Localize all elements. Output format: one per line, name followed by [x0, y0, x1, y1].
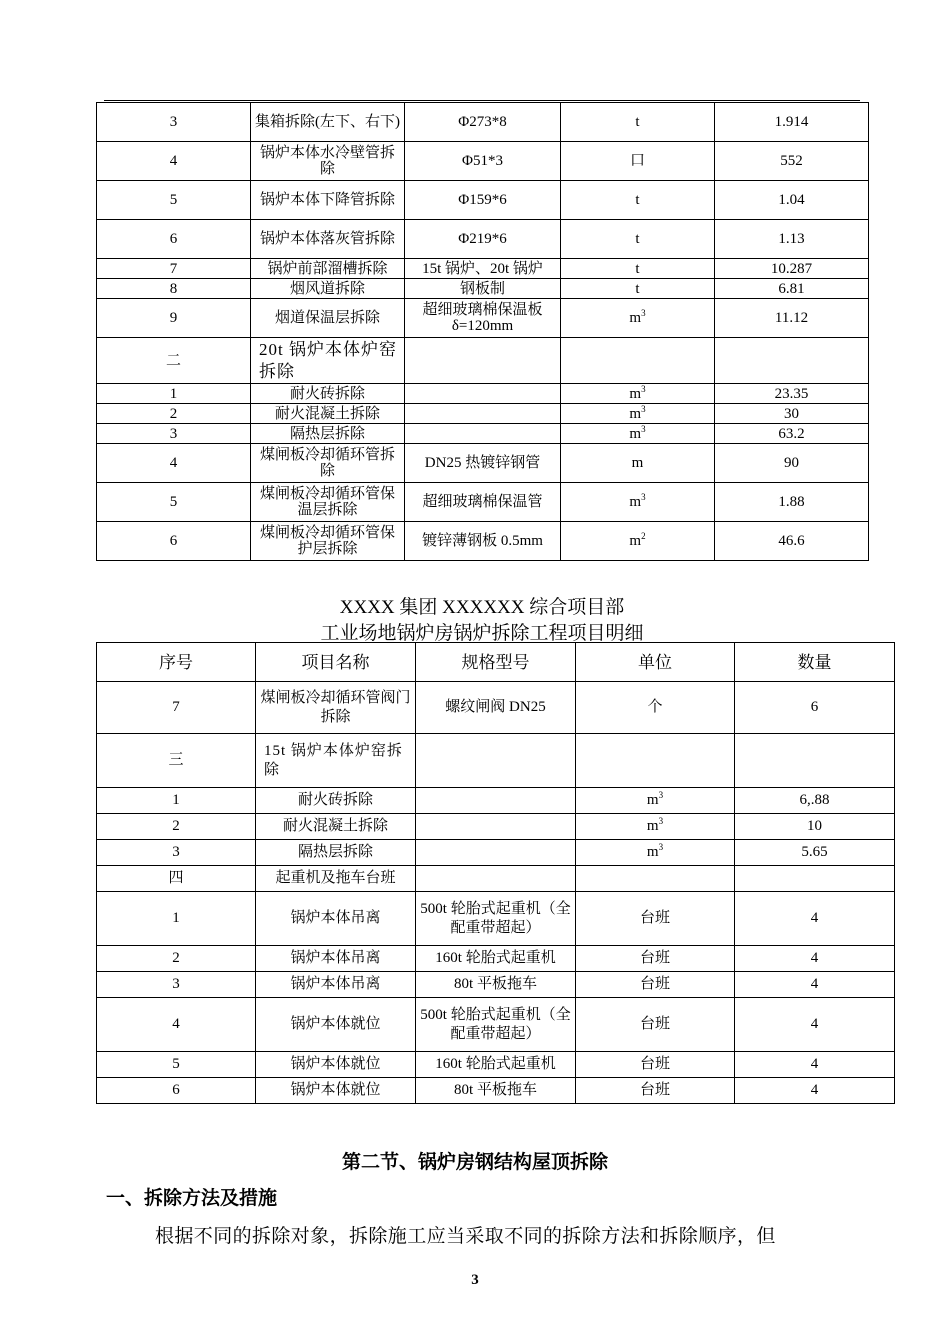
cell-no: 4: [97, 444, 251, 483]
cell-spec: [416, 866, 576, 892]
table-row: [97, 483, 869, 522]
cell-no: 四: [97, 866, 256, 892]
cell-qty: 1.914: [715, 103, 869, 142]
cell-unit: [561, 220, 715, 259]
cell-name: 锅炉本体吊离: [256, 946, 416, 972]
cell-no: 7: [97, 682, 256, 734]
cell-name: 锅炉本体就位: [256, 1078, 416, 1104]
table-row: [97, 279, 869, 299]
cell-unit: [561, 103, 715, 142]
table-row: [97, 946, 895, 972]
table-caption-org: XXXX 集团 XXXXXX 综合项目部: [339, 597, 625, 618]
cell-name: 锅炉本体下降管拆除: [251, 181, 405, 220]
cell-qty: 1.88: [715, 483, 869, 522]
cell-spec: [416, 840, 576, 866]
unit-text: m: [629, 310, 642, 326]
demolition-table-part2: [96, 642, 895, 1104]
cell-spec: 镀锌薄钢板 0.5mm: [405, 522, 561, 561]
cell-no: 1: [97, 788, 256, 814]
cell-unit: [576, 734, 735, 788]
unit-exponent: 3: [658, 842, 664, 852]
cell-qty: 23.35: [715, 384, 869, 404]
table-row: [97, 1052, 895, 1078]
unit-text: 台班: [639, 1056, 670, 1072]
table-row: [97, 814, 895, 840]
cell-name: 锅炉本体就位: [256, 1052, 416, 1078]
table-row: [97, 892, 895, 946]
cell-spec: Φ219*6: [405, 220, 561, 259]
header-qty: 数量: [735, 643, 895, 682]
cell-unit: [576, 866, 735, 892]
cell-qty: 4: [735, 1052, 895, 1078]
cell-name: 起重机及拖车台班: [256, 866, 416, 892]
table-row: [97, 866, 895, 892]
cell-spec: [416, 788, 576, 814]
cell-no: 3: [97, 840, 256, 866]
cell-name: 隔热层拆除: [256, 840, 416, 866]
cell-qty: 90: [715, 444, 869, 483]
cell-qty: 1.04: [715, 181, 869, 220]
cell-name: 20t 锅炉本体炉窑拆除: [251, 338, 405, 384]
cell-spec: 螺纹闸阀 DN25: [416, 682, 576, 734]
cell-unit: [576, 1078, 735, 1104]
cell-name: 锅炉本体就位: [256, 998, 416, 1052]
unit-text: m: [629, 385, 642, 402]
unit-exponent: 3: [641, 308, 646, 318]
cell-name: 锅炉本体落灰管拆除: [251, 220, 405, 259]
cell-no: 6: [97, 220, 251, 259]
cell-name: 耐火砖拆除: [256, 788, 416, 814]
cell-unit: [561, 259, 715, 279]
cell-qty: 30: [715, 404, 869, 424]
header-spec: 规格型号: [416, 643, 576, 682]
unit-text: m: [631, 455, 644, 471]
cell-unit: [561, 181, 715, 220]
cell-qty: 4: [735, 972, 895, 998]
unit-text: 台班: [639, 1082, 670, 1098]
unit-text: 个: [647, 699, 663, 715]
cell-qty: 1.13: [715, 220, 869, 259]
cell-unit: [576, 788, 735, 814]
cell-spec: 500t 轮胎式起重机（全配重带超起）: [416, 998, 576, 1052]
cell-qty: 6,.88: [735, 788, 895, 814]
cell-spec: Φ51*3: [405, 142, 561, 181]
cell-qty: 63.2: [715, 424, 869, 444]
unit-exponent: 3: [658, 816, 664, 826]
unit-text: 台班: [639, 1016, 670, 1032]
unit-text: m: [629, 494, 642, 510]
cell-unit: [561, 444, 715, 483]
unit-exponent: 3: [641, 492, 646, 502]
cell-no: 3: [97, 972, 256, 998]
table-row: [97, 338, 869, 384]
cell-spec: [405, 424, 561, 444]
cell-unit: [576, 892, 735, 946]
cell-name: 煤闸板冷却循环管保温层拆除: [251, 483, 405, 522]
cell-qty: 4: [735, 946, 895, 972]
cell-qty: 6: [735, 682, 895, 734]
cell-name: 烟风道拆除: [251, 279, 405, 299]
cell-spec: 钢板制: [405, 279, 561, 299]
table-row: [97, 1078, 895, 1104]
table-row: [97, 181, 869, 220]
unit-text: m: [646, 792, 659, 808]
cell-spec: 超细玻璃棉保温管: [405, 483, 561, 522]
cell-no: 9: [97, 299, 251, 338]
cell-spec: [405, 404, 561, 424]
cell-no: 8: [97, 279, 251, 299]
cell-spec: 160t 轮胎式起重机: [416, 1052, 576, 1078]
cell-qty: 11.12: [715, 299, 869, 338]
cell-name: 集箱拆除(左下、右下): [251, 103, 405, 142]
cell-unit: [576, 946, 735, 972]
demolition-table-part1: [96, 102, 869, 561]
cell-name: 15t 锅炉本体炉窑拆除: [256, 734, 416, 788]
cell-spec: Φ273*8: [405, 103, 561, 142]
cell-no: 5: [97, 1052, 256, 1078]
cell-unit: [576, 840, 735, 866]
table-row: [97, 972, 895, 998]
cell-qty: 4: [735, 1078, 895, 1104]
cell-spec: [416, 734, 576, 788]
cell-no: 二: [97, 338, 251, 384]
cell-name: 锅炉本体水冷壁管拆除: [251, 142, 405, 181]
cell-unit: [576, 998, 735, 1052]
cell-qty: [735, 866, 895, 892]
cell-name: 锅炉本体吊离: [256, 972, 416, 998]
cell-qty: 10: [735, 814, 895, 840]
table-row: [97, 998, 895, 1052]
cell-qty: [735, 734, 895, 788]
unit-text: 口: [629, 153, 645, 169]
cell-name: 煤闸板冷却循环管保护层拆除: [251, 522, 405, 561]
cell-no: 三: [97, 734, 256, 788]
cell-no: 5: [97, 483, 251, 522]
cell-no: 3: [97, 103, 251, 142]
cell-unit: [576, 682, 735, 734]
table-row: [97, 424, 869, 444]
unit-exponent: 3: [641, 403, 646, 414]
cell-qty: 4: [735, 892, 895, 946]
cell-name: 隔热层拆除: [251, 424, 405, 444]
cell-spec: [416, 814, 576, 840]
unit-text: t: [635, 231, 640, 247]
cell-no: 6: [97, 1078, 256, 1104]
unit-text: t: [635, 280, 640, 297]
cell-spec: 80t 平板拖车: [416, 972, 576, 998]
cell-spec: DN25 热镀锌钢管: [405, 444, 561, 483]
cell-spec: Φ159*6: [405, 181, 561, 220]
cell-no: 1: [97, 384, 251, 404]
table-row: [97, 682, 895, 734]
unit-text: m: [629, 533, 642, 549]
cell-qty: 5.65: [735, 840, 895, 866]
table-row: [97, 259, 869, 279]
unit-text: m: [629, 425, 642, 442]
cell-no: 4: [97, 142, 251, 181]
cell-qty: 10.287: [715, 259, 869, 279]
table-row: [97, 444, 869, 483]
unit-text: m: [629, 405, 642, 422]
table-header-row: [97, 643, 895, 682]
cell-no: 1: [97, 892, 256, 946]
cell-spec: 500t 轮胎式起重机（全配重带超起）: [416, 892, 576, 946]
unit-exponent: 3: [658, 790, 664, 800]
unit-text: t: [635, 114, 640, 130]
cell-unit: [561, 424, 715, 444]
cell-name: 煤闸板冷却循环管拆除: [251, 444, 405, 483]
cell-name: 耐火砖拆除: [251, 384, 405, 404]
unit-text: m: [646, 844, 659, 860]
table-row: [97, 404, 869, 424]
cell-name: 烟道保温层拆除: [251, 299, 405, 338]
header-rule: [104, 100, 860, 101]
cell-spec: 80t 平板拖车: [416, 1078, 576, 1104]
unit-text: t: [635, 260, 640, 277]
cell-no: 2: [97, 814, 256, 840]
cell-spec: 160t 轮胎式起重机: [416, 946, 576, 972]
cell-name: 锅炉前部溜槽拆除: [251, 259, 405, 279]
cell-name: 锅炉本体吊离: [256, 892, 416, 946]
table-row: [97, 299, 869, 338]
cell-no: 2: [97, 404, 251, 424]
unit-exponent: 3: [641, 423, 646, 434]
cell-qty: 552: [715, 142, 869, 181]
header-no: 序号: [97, 643, 256, 682]
cell-qty: 4: [735, 998, 895, 1052]
cell-unit: [576, 814, 735, 840]
unit-text: t: [635, 192, 640, 208]
cell-unit: [561, 338, 715, 384]
cell-qty: 6.81: [715, 279, 869, 299]
table-caption-title: 工业场地锅炉房锅炉拆除工程项目明细: [320, 623, 644, 644]
cell-no: 5: [97, 181, 251, 220]
cell-qty: 46.6: [715, 522, 869, 561]
cell-no: 7: [97, 259, 251, 279]
cell-unit: [561, 299, 715, 338]
cell-spec: 15t 锅炉、20t 锅炉: [405, 259, 561, 279]
cell-spec: 超细玻璃棉保温板 δ=120mm: [405, 299, 561, 338]
cell-spec: [405, 338, 561, 384]
cell-unit: [561, 142, 715, 181]
cell-unit: [561, 279, 715, 299]
cell-spec: [405, 384, 561, 404]
cell-unit: [576, 1052, 735, 1078]
unit-text: 台班: [639, 950, 670, 966]
cell-unit: [561, 483, 715, 522]
heading-1: 一、拆除方法及措施: [106, 1187, 278, 1209]
table-row: [97, 220, 869, 259]
unit-exponent: 3: [641, 383, 646, 394]
header-name: 项目名称: [256, 643, 416, 682]
table-row: [97, 103, 869, 142]
table-row: [97, 734, 895, 788]
cell-no: 2: [97, 946, 256, 972]
section-title: 第二节、锅炉房钢结构屋顶拆除: [341, 1151, 608, 1173]
cell-qty: [715, 338, 869, 384]
unit-text: 台班: [639, 976, 670, 992]
cell-unit: [561, 384, 715, 404]
table-row: [97, 840, 895, 866]
unit-text: 台班: [639, 910, 670, 926]
table-row: [97, 522, 869, 561]
cell-name: 耐火混凝土拆除: [256, 814, 416, 840]
cell-name: 耐火混凝土拆除: [251, 404, 405, 424]
cell-unit: [561, 522, 715, 561]
cell-unit: [561, 404, 715, 424]
body-paragraph: 根据不同的拆除对象，拆除施工应当采取不同的拆除方法和拆除顺序，但: [155, 1225, 776, 1247]
table-row: [97, 384, 869, 404]
cell-name: 煤闸板冷却循环管阀门拆除: [256, 682, 416, 734]
unit-text: m: [646, 818, 659, 834]
cell-no: 4: [97, 998, 256, 1052]
page-number: 3: [471, 1272, 479, 1288]
cell-unit: [576, 972, 735, 998]
cell-no: 3: [97, 424, 251, 444]
cell-no: 6: [97, 522, 251, 561]
table-row: [97, 142, 869, 181]
table-row: [97, 788, 895, 814]
unit-exponent: 2: [641, 531, 646, 541]
header-unit: 单位: [576, 643, 735, 682]
